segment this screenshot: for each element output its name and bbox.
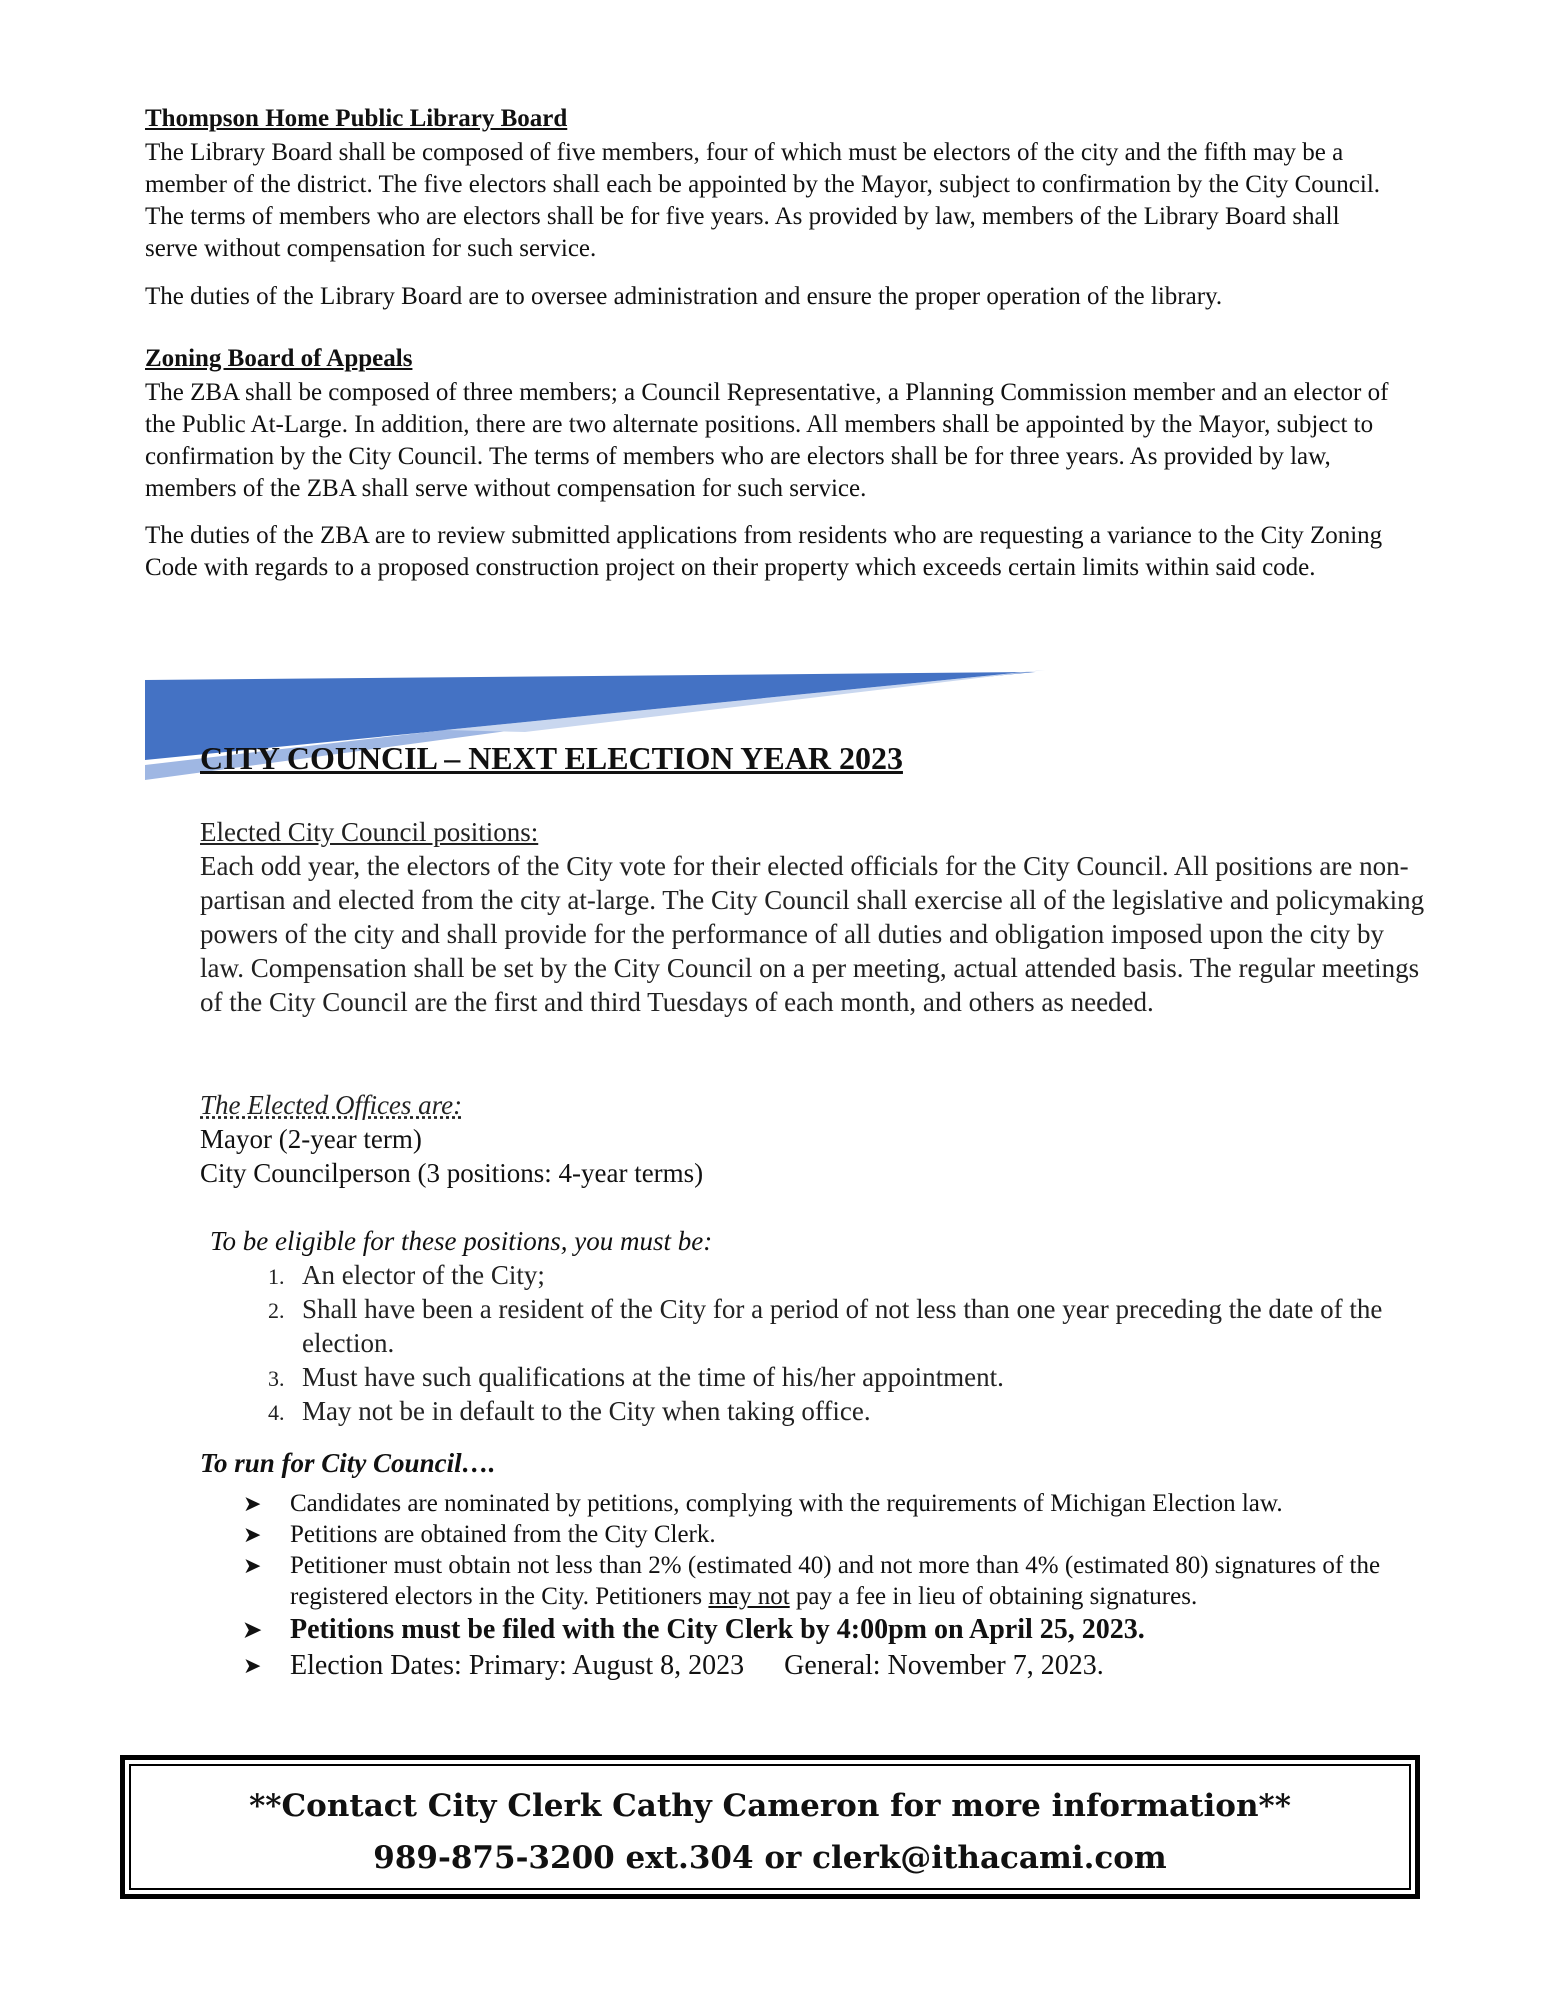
city-council-title: CITY COUNCIL – NEXT ELECTION YEAR 2023 <box>200 740 903 776</box>
elected-positions-heading: Elected City Council positions: <box>200 817 539 847</box>
arrow-bullet-icon: ➤ <box>243 1491 262 1516</box>
elected-offices-heading: The Elected Offices are: <box>200 1090 463 1120</box>
eligibility-list <box>232 1258 1450 1428</box>
run-item: ➤ Petitioner must obtain not less than 2% (estimated 40) and not more than 4% (estimated 80) signatures of the registered electors in the City. Petitioners may not pay a fee in lieu of obtaining signatures. <box>243 1552 1381 1610</box>
office-mayor: Mayor (2-year term) <box>200 1124 422 1154</box>
elected-positions-section <box>200 815 1430 1019</box>
zba-duties: The duties of the ZBA are to review submitted applications from residents who are requesting a variance to the City Zoning Code with regards to a proposed construction project on their property which exceeds certain limits within said code. <box>145 522 1383 581</box>
elected-positions-text: Each odd year, the electors of the City vote for their elected officials for the City Council. All positions are non-partisan and elected from the city at-large. The City Council shall exercise all of the legislative and policymaking powers of the city and shall provide for the performance of all duties and obligation imposed upon the city by law. Compensation shall be set by the City Council on a per meeting, actual attended basis. The regular meetings of the City Council are the first and third Tuesdays of each month, and others as needed. <box>200 851 1425 1017</box>
eligibility-item: 1. An elector of the City; <box>290 1258 1450 1292</box>
library-board-duties: The duties of the Library Board are to oversee administration and ensure the proper operation of the library. <box>145 283 1223 310</box>
eligibility-heading: To be eligible for these positions, you must be: <box>210 1226 713 1256</box>
contact-box-inner <box>129 1764 1411 1890</box>
run-item: ➤ Candidates are nominated by petitions, complying with the requirements of Michigan Election law. <box>243 1490 1283 1517</box>
eligibility-item: 3. Must have such qualifications at the time of his/her appointment. <box>290 1360 1450 1394</box>
arrow-bullet-icon: ➤ <box>243 1653 262 1678</box>
arrow-bullet-icon: ➤ <box>243 1522 262 1547</box>
run-item-deadline: ➤ Petitions must be filed with the City Clerk by 4:00pm on April 25, 2023. <box>243 1612 1433 1648</box>
run-item-election-dates: ➤ Election Dates: Primary: August 8, 2023 General: November 7, 2023. <box>243 1648 1433 1684</box>
eligibility-item: 4. May not be in default to the City when taking office. <box>290 1394 1450 1428</box>
arrow-bullet-icon: ➤ <box>243 1553 262 1578</box>
contact-line-2: 989-875-3200 ext.304 or clerk@ithacami.com <box>373 1840 1167 1876</box>
run-item: ➤ Petitions are obtained from the City Clerk. <box>243 1521 716 1548</box>
eligibility-item: 2. Shall have been a resident of the City for a period of not less than one year preceding the date of the election. <box>290 1292 1450 1360</box>
run-list <box>243 1488 1433 1684</box>
contact-box <box>120 1755 1420 1899</box>
zba-heading: Zoning Board of Appeals <box>145 345 413 372</box>
elected-offices-section <box>200 1088 1430 1190</box>
office-councilperson: City Councilperson (3 positions: 4-year terms) <box>200 1158 704 1188</box>
library-board-description: The Library Board shall be composed of five members, four of which must be electors of the city and the fifth may be a member of the district. The five electors shall each be appointed by the Mayor, subject to confirmation by the City Council. The terms of members who are electors shall be for five years. As provided by law, members of the Library Board shall serve without compensation for such service. <box>145 139 1381 262</box>
arrow-bullet-icon: ➤ <box>243 1617 262 1642</box>
zba-description: The ZBA shall be composed of three members; a Council Representative, a Planning Commission member and an elector of the Public At-Large. In addition, there are two alternate positions. All members shall be appointed by the Mayor, subject to confirmation by the City Council. The terms of members who are electors shall be for three years. As provided by law, members of the ZBA shall serve without compensation for such service. <box>145 379 1389 502</box>
run-heading: To run for City Council…. <box>200 1448 496 1478</box>
contact-line-1: **Contact City Clerk Cathy Cameron for more information** <box>249 1788 1291 1824</box>
library-board-heading: Thompson Home Public Library Board <box>145 105 568 132</box>
